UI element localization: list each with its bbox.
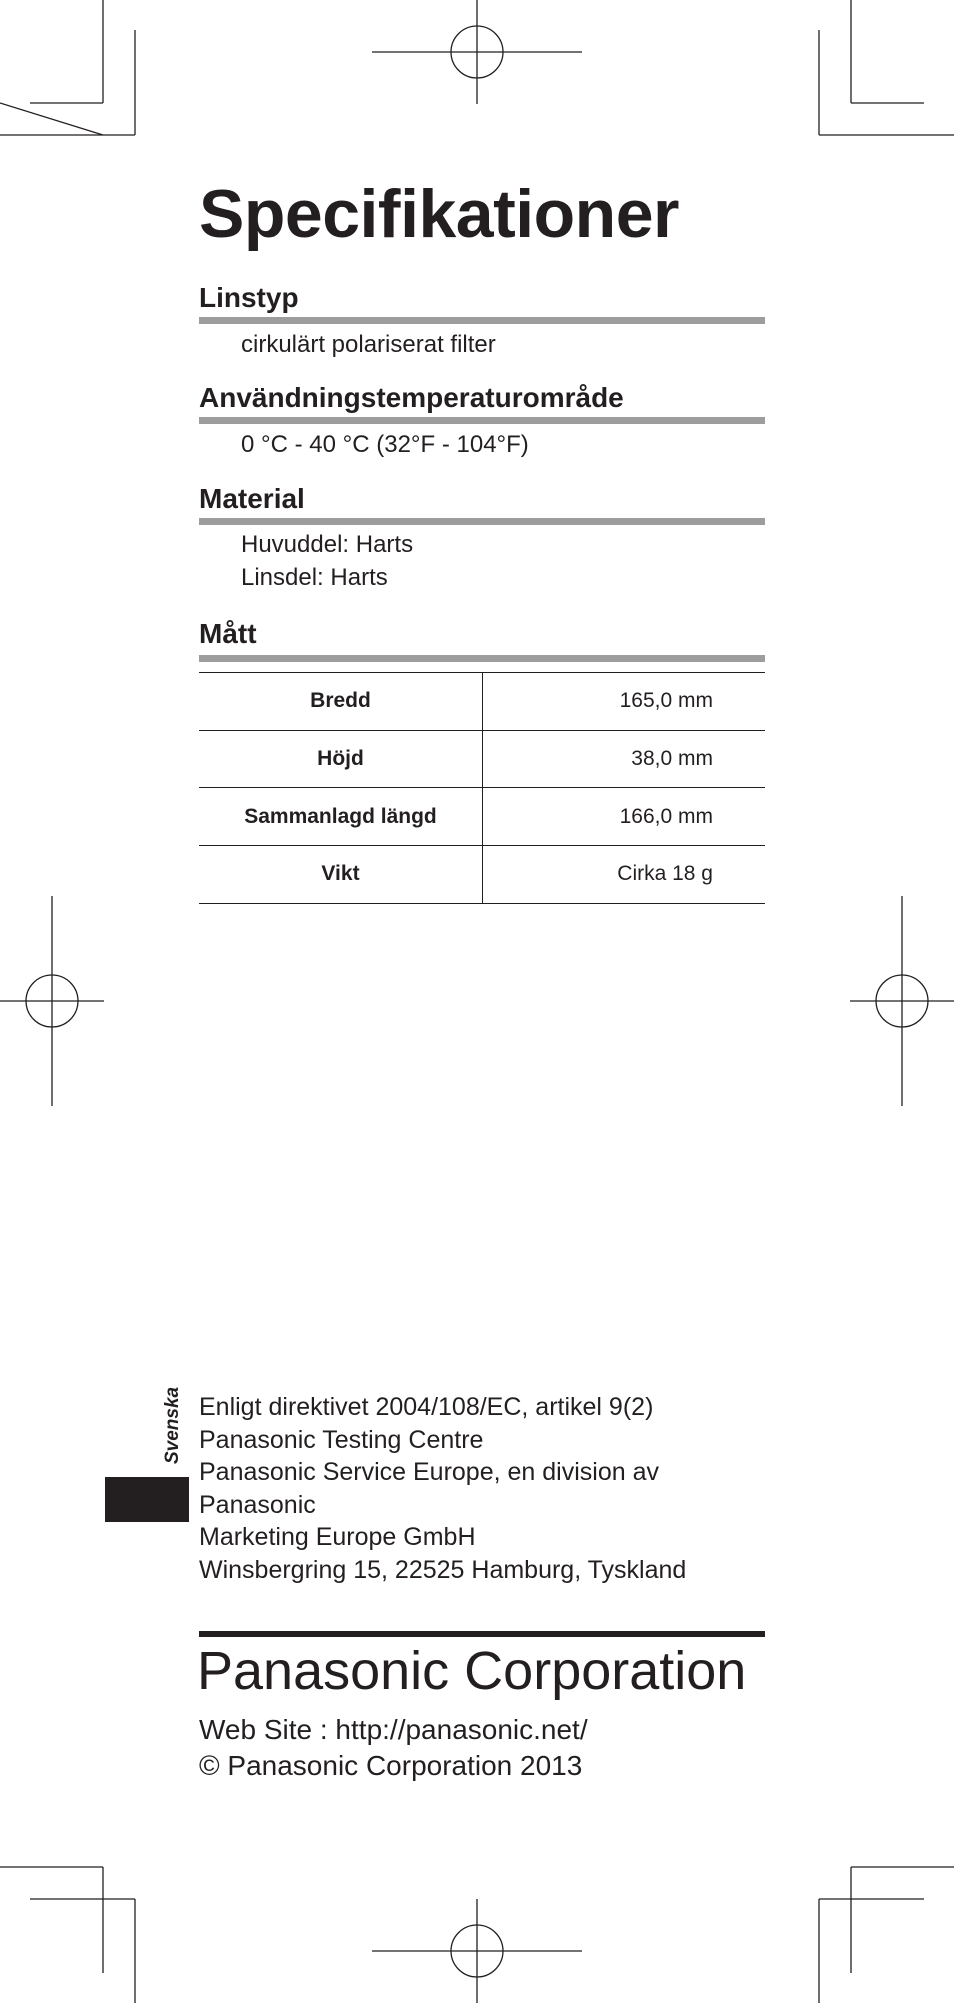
section-heading-material: Material xyxy=(199,483,305,514)
language-tab-block xyxy=(105,1477,189,1522)
corner-crop-mark-top-right xyxy=(819,0,954,135)
row-value: 166,0 mm xyxy=(483,788,766,846)
address-line: Panasonic Testing Centre xyxy=(199,1425,484,1454)
language-tab-label: Svenska xyxy=(162,1386,183,1464)
corner-crop-mark-top-left xyxy=(0,0,135,135)
material-line: Linsdel: Harts xyxy=(241,564,388,591)
copyright: © Panasonic Corporation 2013 xyxy=(199,1750,583,1781)
address-line: Enligt direktivet 2004/108/EC, artikel 9(2) xyxy=(199,1393,654,1421)
section-divider xyxy=(199,417,765,424)
row-label: Bredd xyxy=(199,673,483,731)
lens-type-text: cirkulärt polariserat filter xyxy=(241,331,496,358)
table-row xyxy=(199,788,765,846)
row-label: Vikt xyxy=(199,846,483,904)
address-line: Panasonic Service Europe, en division av xyxy=(199,1458,659,1486)
footer-text xyxy=(199,1712,588,1784)
corner-crop-mark-bottom-left xyxy=(0,1867,135,2003)
section-heading-lens-type: Linstyp xyxy=(199,282,299,313)
material-line: Huvuddel: Harts xyxy=(241,531,414,558)
page-title: Specifikationer xyxy=(199,176,679,252)
row-value: Cirka 18 g xyxy=(483,846,766,904)
registration-mark-top xyxy=(372,0,582,104)
section-heading-temperature: Användningstemperaturområde xyxy=(199,382,624,413)
section-divider xyxy=(199,655,765,662)
row-value: 165,0 mm xyxy=(483,673,766,731)
section-divider xyxy=(199,518,765,525)
section-divider xyxy=(199,317,765,324)
table-row xyxy=(199,673,765,731)
address-line: Marketing Europe GmbH xyxy=(199,1523,476,1551)
row-value: 38,0 mm xyxy=(483,730,766,788)
brand-name: Panasonic Corporation xyxy=(197,1641,747,1701)
table-row xyxy=(199,730,765,788)
corner-crop-mark-bottom-right xyxy=(819,1867,954,2003)
dimensions-table xyxy=(199,672,765,904)
row-label: Sammanlagd längd xyxy=(199,788,483,846)
registration-mark-bottom xyxy=(372,1899,582,2003)
registration-mark-right xyxy=(850,896,954,1106)
material-lines xyxy=(241,528,413,594)
address-line: Winsbergring 15, 22525 Hamburg, Tyskland xyxy=(199,1555,687,1584)
table-row xyxy=(199,846,765,904)
footer-divider xyxy=(199,1631,765,1637)
temperature-text: 0 °C - 40 °C (32°F - 104°F) xyxy=(241,431,529,458)
section-heading-dimensions: Mått xyxy=(199,618,257,649)
row-label: Höjd xyxy=(199,730,483,788)
registration-mark-left xyxy=(0,896,104,1106)
address-block xyxy=(199,1391,686,1586)
address-line: Panasonic xyxy=(199,1490,316,1519)
website-link[interactable]: Web Site : http://panasonic.net/ xyxy=(199,1714,588,1745)
